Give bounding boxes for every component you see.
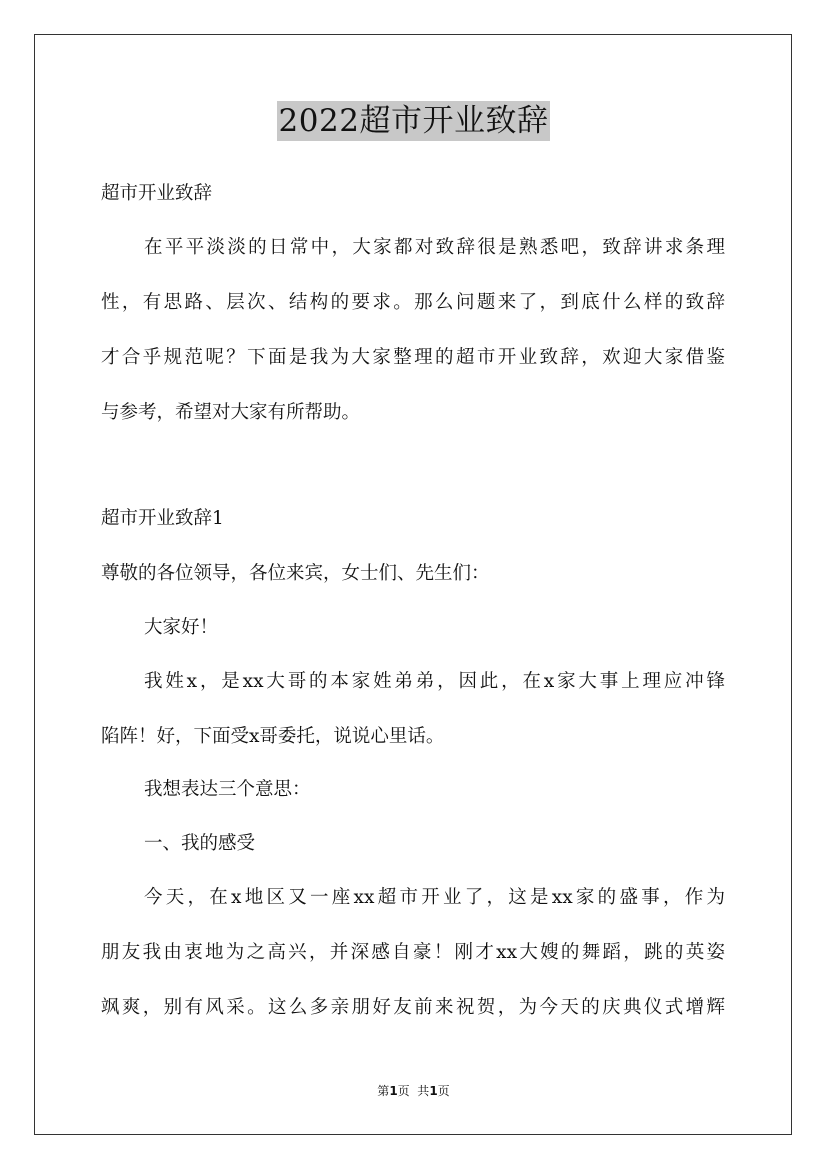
paragraph-2 <box>101 669 725 750</box>
paragraph-line: 朋友我由衷地为之高兴，并深感自豪！刚才xx大嫂的舞蹈，跳的英姿 <box>101 942 725 963</box>
footer-page-number: 1 <box>389 1084 398 1098</box>
salutation: 尊敬的各位领导，各位来宾，女士们、先生们： <box>101 563 490 584</box>
page-footer <box>0 1083 827 1099</box>
point-one-heading: 一、我的感受 <box>144 833 256 854</box>
document-title-text: 2022超市开业致辞 <box>278 103 549 139</box>
paragraph-line: 飒爽，别有风采。这么多亲朋好友前来祝贺，为今天的庆典仪式增辉 <box>101 997 725 1018</box>
greeting: 大家好！ <box>144 617 219 638</box>
intro-paragraph <box>101 235 725 426</box>
paragraph-line: 今天，在x地区又一座xx超市开业了，这是xx家的盛事，作为 <box>144 887 725 908</box>
point-intro: 我想表达三个意思： <box>144 779 311 800</box>
footer-middle: 页 共 <box>397 1084 430 1098</box>
paragraph-3 <box>101 885 725 1021</box>
intro-line: 在平平淡淡的日常中，大家都对致辞很是熟悉吧，致辞讲求条理 <box>144 237 725 258</box>
paragraph-line: 陷阵！好，下面受x哥委托，说说心里话。 <box>101 726 445 747</box>
document-title <box>0 101 827 141</box>
intro-line: 与参考，希望对大家有所帮助。 <box>101 402 361 423</box>
paragraph-line: 我姓x，是xx大哥的本家姓弟弟，因此，在x家大事上理应冲锋 <box>144 671 725 692</box>
intro-line: 性，有思路、层次、结构的要求。那么问题来了，到底什么样的致辞 <box>101 292 725 313</box>
document-subtitle: 超市开业致辞 <box>101 183 213 204</box>
footer-total-pages: 1 <box>429 1084 438 1098</box>
footer-prefix: 第 <box>377 1084 390 1098</box>
intro-line: 才合乎规范呢？下面是我为大家整理的超市开业致辞，欢迎大家借鉴 <box>101 347 725 368</box>
footer-suffix: 页 <box>437 1084 450 1098</box>
section-heading: 超市开业致辞1 <box>101 508 224 529</box>
